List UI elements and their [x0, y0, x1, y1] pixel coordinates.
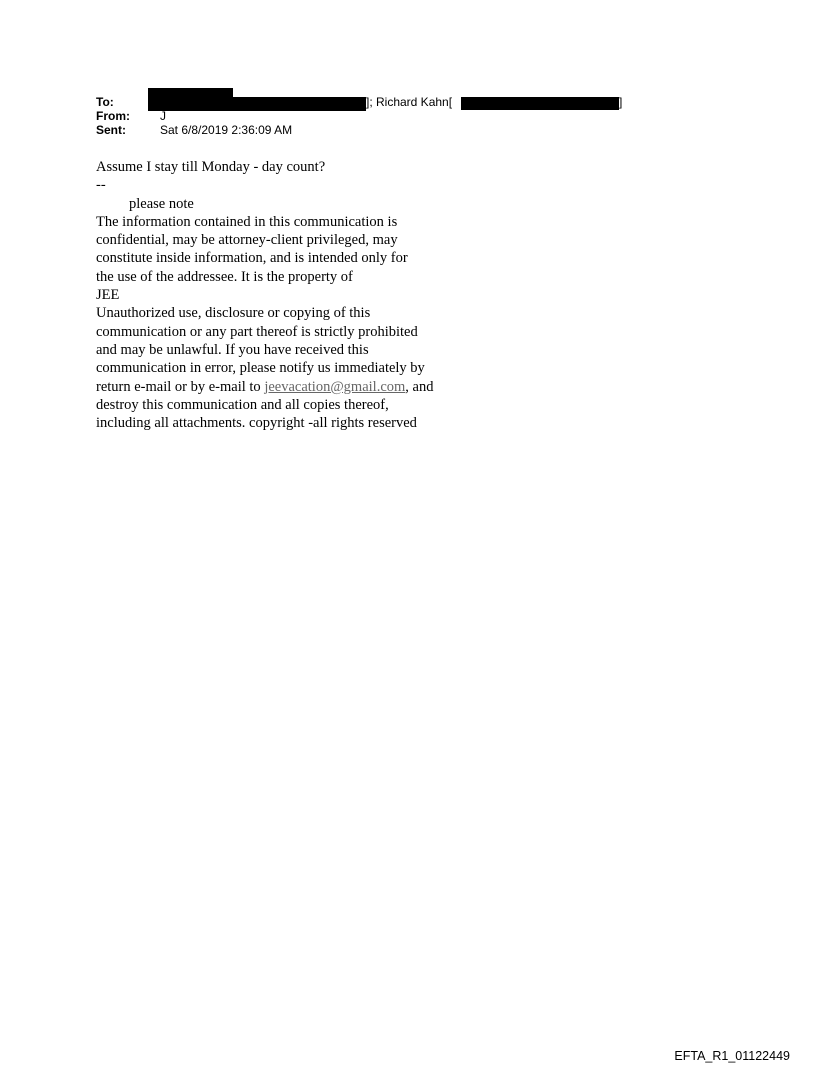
disclaimer-line: including all attachments. copyright -all rights reserved: [96, 415, 417, 432]
to-value-separator: ]; Richard Kahn[: [366, 95, 453, 109]
disclaimer-line: confidential, may be attorney-client privileged, may: [96, 232, 398, 249]
message-text: Assume I stay till Monday - day count?: [96, 159, 326, 175]
disclaimer-line: JEE: [96, 287, 120, 304]
disclaimer-line: Unauthorized use, disclosure or copying of this: [96, 305, 371, 322]
disclaimer-line: destroy this communication and all copies thereof,: [96, 396, 389, 413]
notify-suffix: , and: [405, 378, 434, 395]
disclaimer-line: communication or any part thereof is strictly prohibited: [96, 323, 418, 340]
sent-label: Sent:: [96, 123, 126, 137]
disclaimer-line: the use of the addressee. It is the property of: [96, 268, 353, 285]
signature-separator: --: [96, 177, 106, 194]
from-label: From:: [96, 109, 130, 123]
notify-prefix: return e-mail or by e-mail to: [96, 378, 265, 395]
email-body: [96, 158, 496, 432]
to-label: To:: [96, 95, 114, 109]
disclaimer-line: constitute inside information, and is intended only for: [96, 250, 408, 267]
redaction-block: [461, 97, 619, 110]
disclaimer-line: and may be unlawful. If you have received this: [96, 341, 369, 358]
sent-value: Sat 6/8/2019 2:36:09 AM: [160, 123, 293, 137]
email-link[interactable]: jeevacation@gmail.com: [264, 378, 406, 395]
from-value: J: [160, 109, 166, 123]
to-value-end: ]: [619, 95, 623, 109]
disclaimer-line: The information contained in this communication is: [96, 213, 398, 230]
note-heading: please note: [129, 195, 194, 212]
disclaimer-line: communication in error, please notify us immediately by: [96, 360, 425, 377]
notify-line: [96, 378, 496, 396]
document-id: EFTA_R1_01122449: [674, 1049, 790, 1063]
redaction-block: [148, 97, 366, 111]
